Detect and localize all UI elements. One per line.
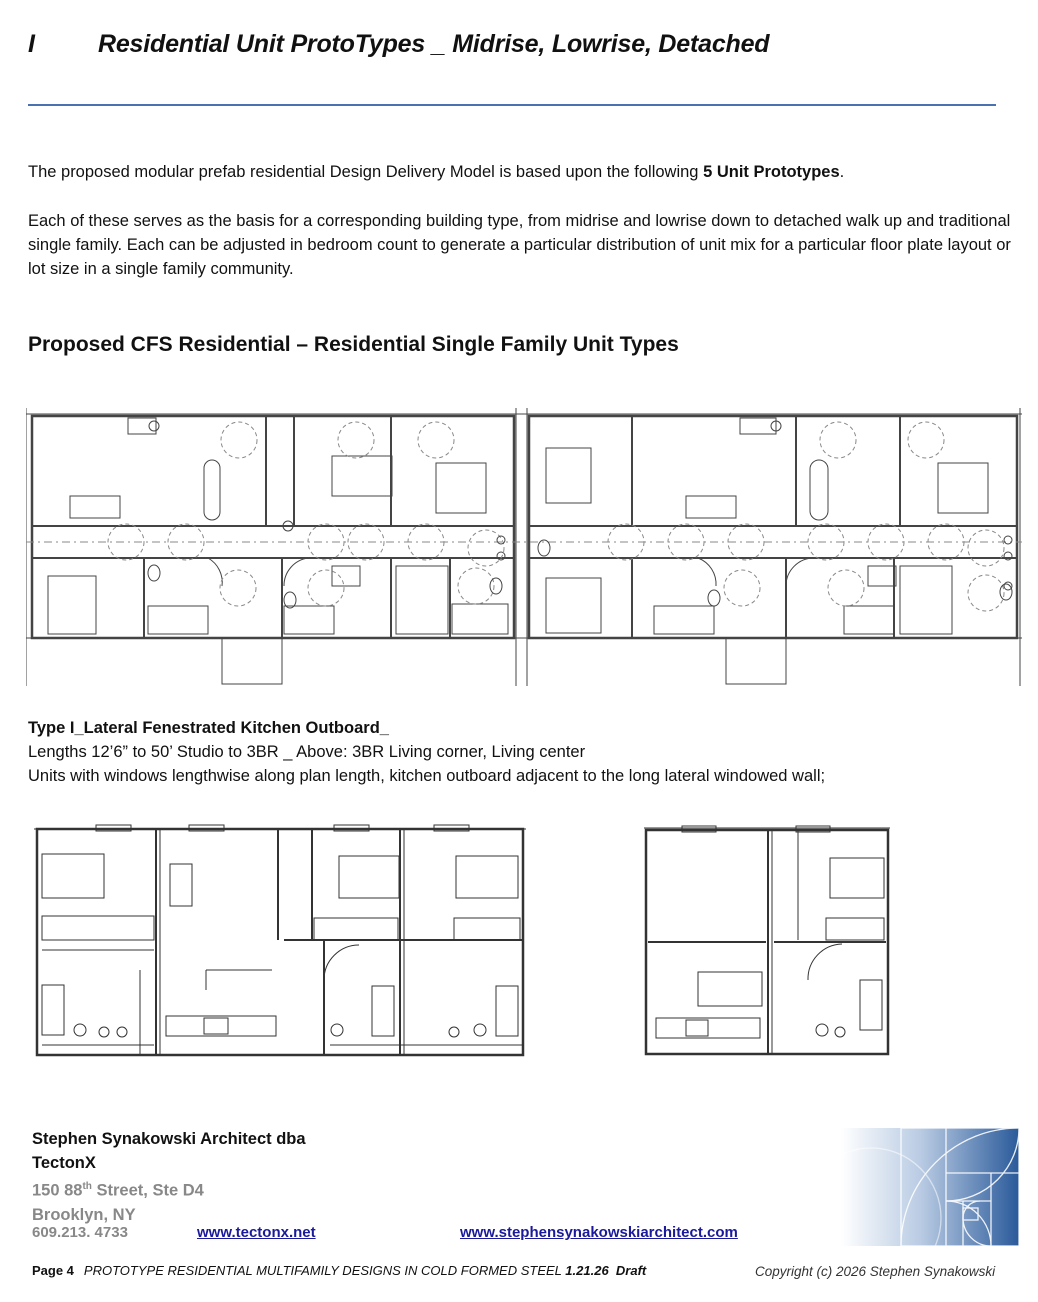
document-title: PROTOTYPE RESIDENTIAL MULTIFAMILY DESIGNS IN COLD FORMED STEEL [83, 1263, 562, 1278]
floor-plan-top-drawing [26, 408, 1022, 688]
company-dba: TectonX [32, 1154, 96, 1172]
type-description [28, 716, 825, 788]
type-lengths: Lengths 12’6” to 50’ Studio to 3BR _ Above: 3BR Living corner, Living center [28, 743, 586, 761]
section-number: I [28, 30, 35, 58]
document-date: 1.21.26 [565, 1263, 609, 1278]
floor-plan-3br-drawing [34, 820, 526, 1060]
page-number: Page 4 [32, 1263, 74, 1278]
draft-label: Draft [615, 1263, 647, 1278]
type-title: Type I_Lateral Fenestrated Kitchen Outboard_ [28, 719, 389, 737]
city: Brooklyn, NY [32, 1205, 136, 1224]
header-rule [28, 104, 996, 106]
tectonx-link[interactable]: www.tectonx.net [197, 1224, 316, 1241]
phone-number: 609.213. 4733 [32, 1224, 128, 1241]
street-number: 150 88 [32, 1181, 83, 1200]
street-name: Street, Ste D4 [91, 1181, 204, 1200]
street-suffix: th [82, 1181, 92, 1192]
copyright: Copyright (c) 2026 Stephen Synakowski [755, 1264, 996, 1279]
architect-website-link[interactable]: www.stephensynakowskiarchitect.com [460, 1224, 738, 1241]
footer-address [32, 1127, 306, 1227]
section-title: Proposed CFS Residential – Residential Single Family Unit Types [28, 333, 679, 356]
intro-text: The proposed modular prefab residential Design Delivery Model is based upon the following [28, 163, 704, 181]
intro-paragraph-1 [28, 160, 1018, 184]
street-address [32, 1175, 306, 1203]
page-footer-line [32, 1263, 646, 1278]
type-description-line: Units with windows lengthwise along plan length, kitchen outboard adjacent to the long lateral windowed wall; [28, 767, 826, 785]
intro-end: . [839, 163, 845, 181]
intro-bold: 5 Unit Prototypes [703, 163, 840, 181]
intro-paragraph-2: Each of these serves as the basis for a corresponding building type, from midrise and lowrise down to detached walk up and traditional single family. Each can be adjusted in bedroom count to generate a particular distribution of unit mix for a particular floor plate layout or lot size in a single family community. [28, 212, 1011, 278]
company-name: Stephen Synakowski Architect dba [32, 1130, 306, 1148]
page-title: Residential Unit ProtoTypes _ Midrise, Lowrise, Detached [98, 30, 770, 58]
golden-spiral-logo-icon [841, 1128, 1019, 1246]
floor-plan-1br-drawing [642, 820, 892, 1060]
